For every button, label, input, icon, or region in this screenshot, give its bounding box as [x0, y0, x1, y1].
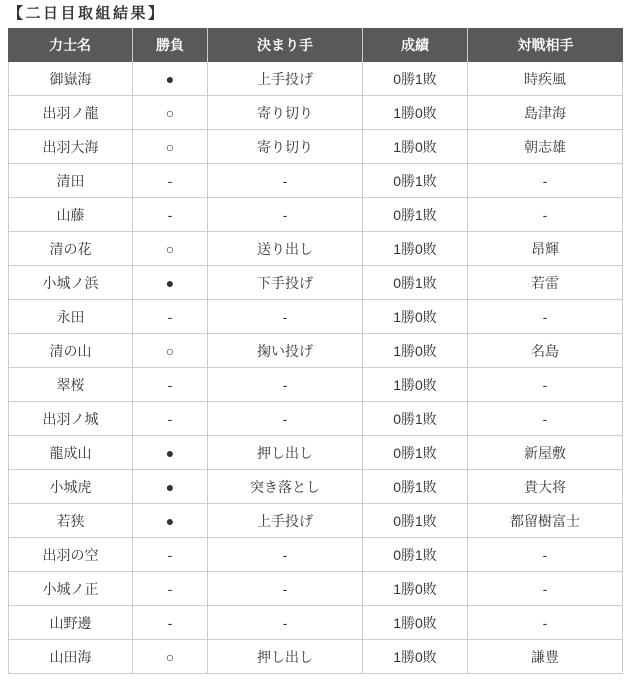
results-table [8, 28, 623, 674]
cell-rikishi-name: 永田 [8, 300, 133, 334]
cell-technique: 寄り切り [208, 130, 363, 164]
cell-rikishi-name: 清の花 [8, 232, 133, 266]
table-row [8, 436, 623, 470]
cell-rikishi-name: 清の山 [8, 334, 133, 368]
cell-record: 0勝1敗 [363, 62, 468, 96]
table-row [8, 572, 623, 606]
table-row [8, 334, 623, 368]
cell-record: 1勝0敗 [363, 334, 468, 368]
cell-record: 1勝0敗 [363, 130, 468, 164]
cell-result-mark: ● [133, 436, 208, 470]
cell-technique: - [208, 198, 363, 232]
cell-technique: - [208, 368, 363, 402]
cell-technique: 上手投げ [208, 504, 363, 538]
cell-technique: 押し出し [208, 640, 363, 674]
cell-record: 1勝0敗 [363, 606, 468, 640]
table-row [8, 62, 623, 96]
column-header-rikishi-name: 力士名 [8, 28, 133, 62]
cell-record: 0勝1敗 [363, 266, 468, 300]
cell-result-mark: ○ [133, 130, 208, 164]
cell-technique: - [208, 300, 363, 334]
cell-record: 1勝0敗 [363, 640, 468, 674]
cell-opponent: - [468, 538, 623, 572]
cell-technique: 上手投げ [208, 62, 363, 96]
cell-opponent: 貴大将 [468, 470, 623, 504]
cell-rikishi-name: 小城ノ浜 [8, 266, 133, 300]
column-header-technique: 決まり手 [208, 28, 363, 62]
cell-opponent: - [468, 198, 623, 232]
cell-result-mark: ● [133, 62, 208, 96]
cell-result-mark: ● [133, 504, 208, 538]
cell-opponent: - [468, 368, 623, 402]
cell-record: 1勝0敗 [363, 300, 468, 334]
table-header-row [8, 28, 623, 62]
table-row [8, 606, 623, 640]
cell-rikishi-name: 清田 [8, 164, 133, 198]
table-row [8, 640, 623, 674]
column-header-opponent: 対戦相手 [468, 28, 623, 62]
cell-technique: 下手投げ [208, 266, 363, 300]
cell-rikishi-name: 出羽ノ城 [8, 402, 133, 436]
cell-technique: - [208, 606, 363, 640]
cell-record: 1勝0敗 [363, 232, 468, 266]
cell-technique: 突き落とし [208, 470, 363, 504]
cell-record: 1勝0敗 [363, 572, 468, 606]
cell-rikishi-name: 龍成山 [8, 436, 133, 470]
cell-technique: 寄り切り [208, 96, 363, 130]
cell-technique: - [208, 164, 363, 198]
cell-result-mark: - [133, 198, 208, 232]
cell-rikishi-name: 出羽ノ龍 [8, 96, 133, 130]
cell-rikishi-name: 翠桜 [8, 368, 133, 402]
cell-record: 0勝1敗 [363, 504, 468, 538]
cell-record: 0勝1敗 [363, 198, 468, 232]
cell-rikishi-name: 御嶽海 [8, 62, 133, 96]
column-header-record: 成績 [363, 28, 468, 62]
cell-result-mark: ● [133, 470, 208, 504]
cell-result-mark: ○ [133, 96, 208, 130]
cell-record: 0勝1敗 [363, 402, 468, 436]
cell-opponent: - [468, 300, 623, 334]
cell-opponent: - [468, 164, 623, 198]
cell-result-mark: - [133, 572, 208, 606]
cell-result-mark: - [133, 368, 208, 402]
cell-technique: - [208, 572, 363, 606]
cell-record: 0勝1敗 [363, 436, 468, 470]
cell-opponent: 若雷 [468, 266, 623, 300]
cell-technique: - [208, 538, 363, 572]
cell-opponent: 都留樹富士 [468, 504, 623, 538]
table-row [8, 470, 623, 504]
table-row [8, 164, 623, 198]
cell-opponent: 朝志雄 [468, 130, 623, 164]
cell-opponent: 時疾風 [468, 62, 623, 96]
cell-technique: 送り出し [208, 232, 363, 266]
cell-result-mark: ● [133, 266, 208, 300]
table-row [8, 96, 623, 130]
table-row [8, 300, 623, 334]
table-row [8, 130, 623, 164]
cell-opponent: - [468, 402, 623, 436]
cell-rikishi-name: 出羽の空 [8, 538, 133, 572]
cell-record: 0勝1敗 [363, 164, 468, 198]
cell-rikishi-name: 山野邊 [8, 606, 133, 640]
page-title: 【二日目取組結果】 [8, 5, 166, 22]
cell-record: 0勝1敗 [363, 470, 468, 504]
cell-rikishi-name: 山田海 [8, 640, 133, 674]
cell-result-mark: - [133, 538, 208, 572]
cell-opponent: - [468, 572, 623, 606]
cell-result-mark: - [133, 402, 208, 436]
table-row [8, 232, 623, 266]
cell-result-mark: ○ [133, 640, 208, 674]
table-row [8, 402, 623, 436]
cell-rikishi-name: 小城ノ正 [8, 572, 133, 606]
cell-result-mark: ○ [133, 232, 208, 266]
cell-result-mark: - [133, 606, 208, 640]
cell-technique: 押し出し [208, 436, 363, 470]
cell-technique: 掬い投げ [208, 334, 363, 368]
cell-result-mark: - [133, 300, 208, 334]
cell-opponent: 名島 [468, 334, 623, 368]
cell-opponent: 新屋敷 [468, 436, 623, 470]
cell-rikishi-name: 若狭 [8, 504, 133, 538]
cell-technique: - [208, 402, 363, 436]
table-row [8, 266, 623, 300]
table-body [8, 62, 623, 674]
cell-record: 1勝0敗 [363, 368, 468, 402]
table-row [8, 538, 623, 572]
table-row [8, 368, 623, 402]
cell-record: 0勝1敗 [363, 538, 468, 572]
cell-rikishi-name: 出羽大海 [8, 130, 133, 164]
cell-opponent: 島津海 [468, 96, 623, 130]
cell-opponent: - [468, 606, 623, 640]
table-row [8, 198, 623, 232]
table-row [8, 504, 623, 538]
cell-record: 1勝0敗 [363, 96, 468, 130]
column-header-result: 勝負 [133, 28, 208, 62]
cell-opponent: 謙豊 [468, 640, 623, 674]
cell-rikishi-name: 山藤 [8, 198, 133, 232]
cell-result-mark: ○ [133, 334, 208, 368]
cell-rikishi-name: 小城虎 [8, 470, 133, 504]
cell-opponent: 昂輝 [468, 232, 623, 266]
cell-result-mark: - [133, 164, 208, 198]
